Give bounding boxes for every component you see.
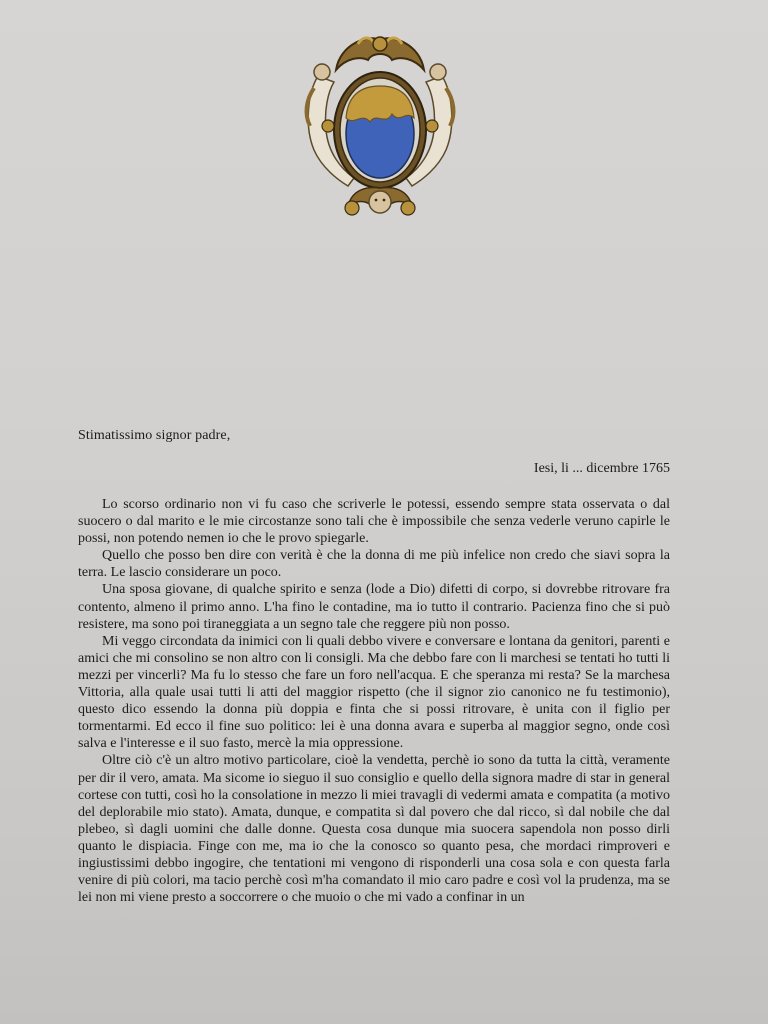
letter-salutation: Stimatissimo signor padre, <box>78 428 231 443</box>
letter-paragraph: Oltre ciò c'è un altro motivo particolare, cioè la vendetta, perchè io sono da tutta la città, veramente per dir il vero, amata. Ma sicome io sieguo il suo consiglio e quello della signora madre di star in general cortese con tutti, così ho la consolatione in mezzo li miei travagli di vedermi amata e compatita (a motivo del deplorabile mio stato). Amata, dunque, e compatita sì dal povero che dal ricco, sì dal nobile che dal plebeo, sì dagli uomini che dalle donne. Questa cosa dunque mia suocera sapendola non posso dirli quanto le dispiacia. Finge con me, ma io che la conosco so quanto pesa, che mordaci rimproveri e ingiustissimi debbo ingogire, che tentationi mi vengono di risponderli una cosa sola e con questa farla venire di più colori, ma tacio perchè così m'ha comandato il mio caro padre e così vol la prudenza, ma se lei non mi viene presto a soccorrere o che muoio o che mi vado a confinar in un <box>78 753 670 906</box>
letter-dateline: Iesi, li ... dicembre 1765 <box>533 461 670 476</box>
letter-paragraph: Mi veggo circondata da inimici con li quali debbo vivere e conversare e lontana da genitori, parenti e amici che mi consolino se non altro con li consigli. Ma che debbo fare con li marchesi se tentati ho tutti li mezzi per vincerli? Ma fu lo stesso che fare un foro nell'acqua. E che speranza mi resta? Se la marchesa Vittoria, alla quale usai tutti li atti del maggior rispetto (che il signor zio canonico ne fu testimonio), questo dico essendo la donna più doppia e finta che si possi ritrovare, è unita con il figlio per tormentarmi. Ed ecco il fine suo politico: lei è una donna avara e superba al maggior segno, onde così salva e l'interesse e il suo fasto, mercè la mia oppressione. <box>78 633 670 752</box>
letter-paragraph: Lo scorso ordinario non vi fu caso che scriverle le potessi, essendo sempre stata osservata o dal suocero o dal marito e le mie circostanze sono tali che è impossibile che senza vederle veruno capirle le possi, non potendo nemen io che le provo spiegarle. <box>78 497 670 547</box>
letter-body <box>78 496 670 906</box>
coat-of-arms-emblem <box>296 30 464 222</box>
letter-paragraph: Quello che posso ben dire con verità è che la donna di me più infelice non credo che siavi sopra la terra. Le lascio considerare un poco. <box>78 548 670 581</box>
letter-paragraph: Una sposa giovane, di qualche spirito e senza (lode a Dio) difetti di corpo, si dovrebbe ritrovare fra contento, almeno il primo anno. L'ha fino le contadine, ma io tutto il contrario. Pacienza fino che si può resistere, ma sono poi tiraneggiata a un segno tale che reggere più non posso. <box>78 582 670 632</box>
